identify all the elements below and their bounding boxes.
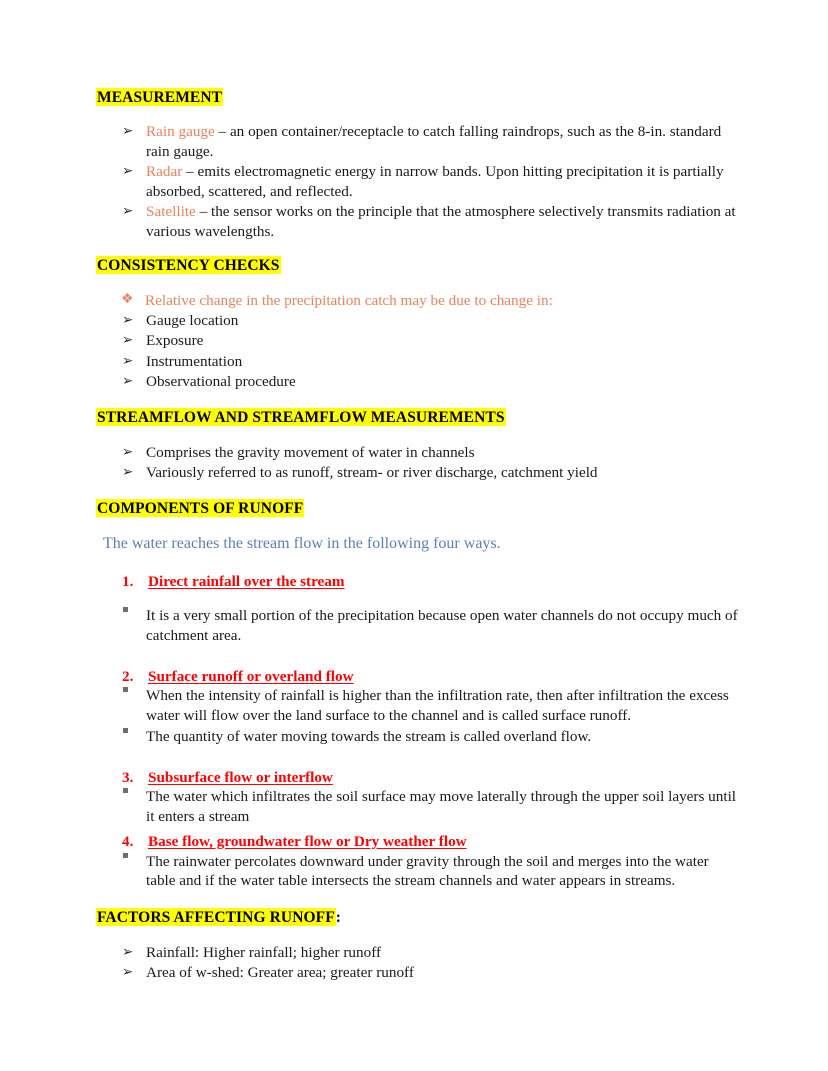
arrow-bullet-icon: ➢ bbox=[122, 203, 134, 219]
measurement-list bbox=[96, 122, 740, 242]
term-radar: Radar bbox=[146, 163, 183, 181]
list-number: 2. bbox=[122, 667, 134, 685]
list-item bbox=[96, 291, 740, 311]
list-number: 3. bbox=[122, 768, 134, 786]
list-item bbox=[96, 686, 740, 726]
runoff-component-title: Base flow, groundwater flow or Dry weather flow bbox=[148, 832, 467, 850]
list-item bbox=[96, 311, 740, 331]
list-number: 1. bbox=[122, 573, 134, 591]
runoff-component-4-bullets bbox=[96, 852, 740, 892]
heading-components-of-runoff-text: COMPONENTS OF RUNOFF bbox=[97, 500, 304, 518]
runoff-component-2-bullets bbox=[96, 686, 740, 746]
runoff-component-3-bullets bbox=[96, 787, 740, 827]
runoff-component-title: Direct rainfall over the stream bbox=[148, 573, 345, 591]
list-item bbox=[96, 606, 740, 646]
list-item bbox=[96, 443, 740, 463]
runoff-component-2-heading bbox=[96, 667, 740, 687]
square-bullet-icon bbox=[123, 607, 128, 612]
list-item bbox=[96, 463, 740, 483]
list-item-label: Comprises the gravity movement of water in channels bbox=[146, 443, 475, 461]
square-bullet-icon bbox=[123, 687, 128, 692]
arrow-bullet-icon: ➢ bbox=[122, 163, 134, 179]
square-bullet-icon bbox=[123, 728, 128, 733]
heading-streamflow-text: STREAMFLOW AND STREAMFLOW MEASUREMENTS bbox=[97, 409, 505, 427]
term-satellite-desc: – the sensor works on the principle that the atmosphere selectively transmits radiation at various wavelengths. bbox=[146, 203, 736, 241]
list-item-label: When the intensity of rainfall is higher than the infiltration rate, then after infiltration the excess water will flow over the land surface to the channel and is called surface runoff. bbox=[146, 687, 729, 725]
list-item-label: Observational procedure bbox=[146, 372, 296, 390]
list-item-label: The water which infiltrates the soil surface may move laterally through the upper soil layers until it enters a stream bbox=[146, 788, 737, 826]
heading-consistency-checks-text: CONSISTENCY CHECKS bbox=[97, 257, 280, 275]
list-item bbox=[96, 852, 740, 892]
list-item-label: Gauge location bbox=[146, 312, 239, 330]
list-item bbox=[96, 162, 740, 202]
list-item-label: It is a very small portion of the precipitation because open water channels do not occupy much of catchment area. bbox=[146, 607, 738, 644]
arrow-bullet-icon: ➢ bbox=[122, 332, 134, 348]
runoff-component-title: Subsurface flow or interflow bbox=[148, 768, 333, 786]
list-item-label: Exposure bbox=[146, 332, 204, 350]
heading-consistency-checks bbox=[96, 256, 740, 276]
square-bullet-icon bbox=[123, 853, 128, 858]
arrow-bullet-icon: ➢ bbox=[122, 352, 134, 368]
factors-affecting-runoff-list bbox=[96, 943, 740, 983]
list-item bbox=[96, 122, 740, 162]
runoff-component-4-heading bbox=[96, 832, 740, 852]
list-item bbox=[96, 963, 740, 983]
term-rain-gauge: Rain gauge bbox=[146, 123, 215, 141]
arrow-bullet-icon: ➢ bbox=[122, 123, 134, 139]
list-item bbox=[96, 352, 740, 372]
list-item bbox=[96, 943, 740, 963]
list-item bbox=[96, 787, 740, 827]
list-item-label: Area of w-shed: Greater area; greater runoff bbox=[146, 963, 414, 981]
arrow-bullet-icon: ➢ bbox=[122, 943, 134, 959]
consistency-lead-text: Relative change in the precipitation catch may be due to change in: bbox=[145, 291, 553, 309]
streamflow-list bbox=[96, 443, 740, 483]
runoff-component-1-heading bbox=[96, 572, 740, 592]
arrow-bullet-icon: ➢ bbox=[122, 963, 134, 979]
list-item bbox=[96, 331, 740, 351]
list-item-label: The rainwater percolates downward under gravity through the soil and merges into the water table and if the water table intersects the stream channels and water appears in streams. bbox=[146, 852, 709, 890]
heading-factors-affecting-runoff bbox=[96, 908, 740, 928]
list-number: 4. bbox=[122, 832, 134, 850]
diamond-bullet-icon: ❖ bbox=[121, 291, 134, 307]
list-item-label: Rainfall: Higher rainfall; higher runoff bbox=[146, 943, 382, 961]
arrow-bullet-icon: ➢ bbox=[122, 372, 134, 388]
heading-measurement-text: MEASUREMENT bbox=[97, 89, 223, 106]
heading-components-of-runoff bbox=[96, 499, 740, 519]
square-bullet-icon bbox=[123, 788, 128, 793]
heading-factors-affecting-runoff-text: FACTORS AFFECTING RUNOFF bbox=[97, 909, 335, 927]
list-item-label: Instrumentation bbox=[146, 352, 243, 370]
list-item-label: Variously referred to as runoff, stream- or river discharge, catchment yield bbox=[146, 463, 598, 481]
heading-measurement bbox=[96, 88, 740, 108]
list-item bbox=[96, 372, 740, 392]
arrow-bullet-icon: ➢ bbox=[122, 463, 134, 479]
heading-factors-suffix: : bbox=[335, 909, 342, 927]
arrow-bullet-icon: ➢ bbox=[122, 443, 134, 459]
consistency-checks-list bbox=[96, 311, 740, 392]
arrow-bullet-icon: ➢ bbox=[122, 312, 134, 328]
term-radar-desc: – emits electromagnetic energy in narrow bands. Upon hitting precipitation it is partially absorbed, scattered, and reflected. bbox=[146, 163, 724, 201]
list-item bbox=[96, 727, 740, 747]
list-item bbox=[96, 202, 740, 242]
term-satellite: Satellite bbox=[146, 203, 196, 221]
term-rain-gauge-desc: – an open container/receptacle to catch falling raindrops, such as the 8-in. standard rain gauge. bbox=[146, 123, 722, 161]
heading-streamflow bbox=[96, 408, 740, 428]
consistency-lead-list bbox=[96, 291, 740, 311]
runoff-component-1-bullets bbox=[96, 606, 740, 646]
components-intro: The water reaches the stream flow in the following four ways. bbox=[103, 534, 501, 552]
runoff-component-3-heading bbox=[96, 768, 740, 788]
runoff-component-title: Surface runoff or overland flow bbox=[148, 667, 354, 685]
list-item-label: The quantity of water moving towards the stream is called overland flow. bbox=[146, 727, 592, 745]
